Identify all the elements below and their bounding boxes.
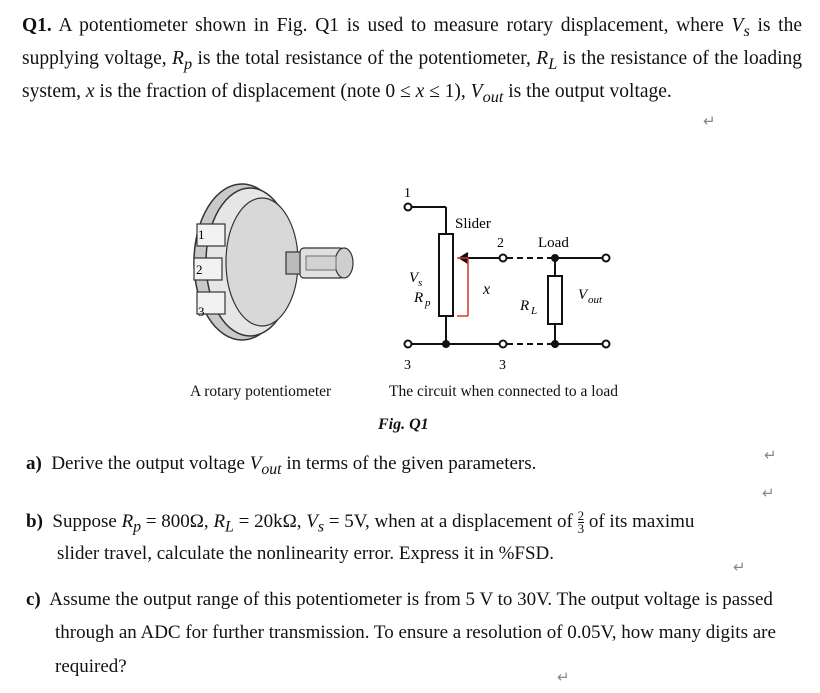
- part-c-line3: required?: [55, 656, 127, 677]
- rp-symbol: R: [414, 290, 424, 306]
- vs-symbol: V: [409, 270, 419, 286]
- circuit-terminal-3a: 3: [404, 358, 411, 373]
- svg-text:s: s: [418, 277, 423, 289]
- svg-text:p: p: [425, 297, 431, 309]
- rotary-terminal-1: 1: [198, 227, 205, 242]
- rotary-terminal-2: 2: [196, 262, 203, 277]
- rotary-potentiometer-drawing: [194, 184, 353, 340]
- svg-text:out: out: [588, 294, 603, 306]
- load-label: Load: [538, 235, 569, 251]
- question-stem: Q1. A potentiometer shown in Fig. Q1 is used to measure rotary displacement, where $V_s$ is the supplying voltage, $R_p$ is the total resistance of the potentiometer, $R_L$ is the resistance of the loading system, x is the fraction of displacement (note 0 ≤ x ≤ 1), $V_{out}$ is the output voltage.: [22, 15, 803, 106]
- circuit-diagram: [405, 204, 610, 348]
- paragraph-mark-icon: ↵: [733, 558, 746, 576]
- vout-symbol: V: [578, 287, 588, 303]
- rl-symbol: R: [520, 298, 530, 314]
- circuit-terminal-1: 1: [404, 186, 411, 201]
- circuit-terminal-2: 2: [497, 236, 504, 251]
- paragraph-mark-icon: ↵: [703, 112, 716, 130]
- part-c-line2: through an ADC for further transmission. To ensure a resolution of 0.05V, how many digits are: [55, 622, 776, 643]
- part-a: a) Derive the output voltage $V_{out}$ in terms of the given parameters.: [26, 453, 537, 478]
- rotary-terminal-3: 3: [198, 304, 205, 319]
- circuit-label: The circuit when connected to a load: [389, 383, 618, 400]
- question-number: Q1.: [22, 15, 52, 36]
- paragraph-mark-icon: ↵: [557, 668, 570, 686]
- paragraph-mark-icon: ↵: [762, 484, 775, 502]
- x-symbol: x: [483, 281, 491, 298]
- svg-text:L: L: [531, 305, 538, 317]
- slider-label: Slider: [455, 216, 491, 232]
- part-c-line1: c) Assume the output range of this potentiometer is from 5 V to 30V. The output voltage is passed: [26, 589, 773, 610]
- part-b-line2: slider travel, calculate the nonlinearity error. Express it in %FSD.: [57, 543, 555, 564]
- circuit-terminal-3b: 3: [499, 358, 506, 373]
- paragraph-mark-icon: ↵: [764, 446, 777, 464]
- figure-caption: Fig. Q1: [378, 416, 429, 433]
- part-b-line1: b) Suppose $R_p = 800\Omega$, $R_L = 20k\Omega$, $V_s = 5V$, when at a displacement of $\frac{2}{3}$ of its maximu: [26, 510, 695, 536]
- fraction-two-thirds: $\frac{2}{3}$: [577, 510, 585, 536]
- rotary-potentiometer-label: A rotary potentiometer: [190, 383, 332, 400]
- fraction-bracket: [457, 258, 468, 316]
